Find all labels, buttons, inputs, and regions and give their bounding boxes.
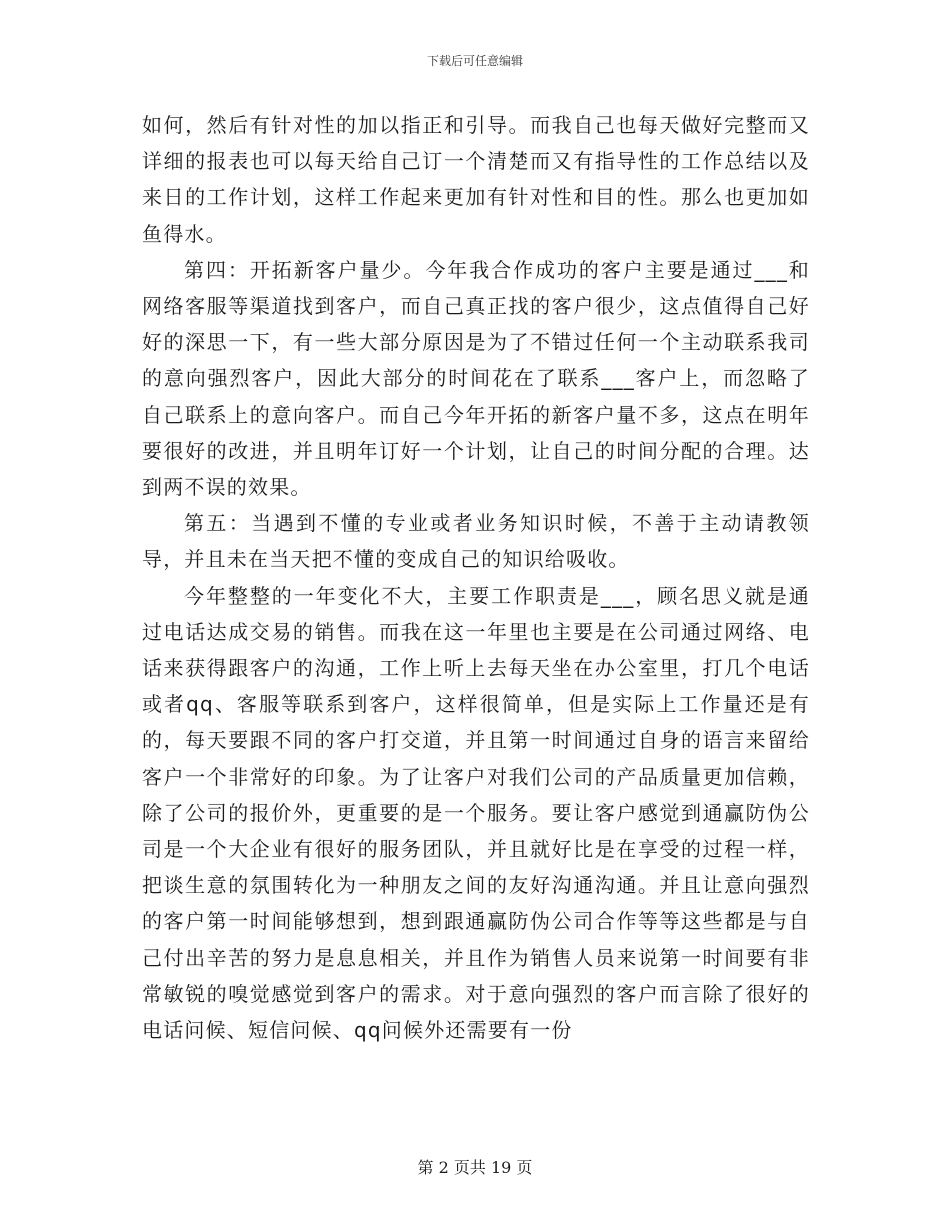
page-header: 下载后可任意编辑 <box>426 54 523 68</box>
page-number: 第 2 页共 19 页 <box>417 1158 533 1177</box>
document-body <box>142 107 810 1048</box>
paragraph: 第五：当遇到不懂的专业或者业务知识时候，不善于主动请教领导，并且未在当天把不懂的变成自己的知识给吸收。 <box>142 511 810 572</box>
paragraph: 今年整整的一年变化不大，主要工作职责是___，顾名思义就是通过电话达成交易的销售。而我在这一年里也主要是在公司通过网络、电话来获得跟客户的沟通，工作上听上去每天坐在办公室里，打几个电话或者qq、客服等联系到客户，这样很简单，但是实际上工作量还是有的，每天要跟不同的客户打交道，并且第一时间通过自身的语言来留给客户一个非常好的印象。为了让客户对我们公司的产品质量更加信赖，除了公司的报价外，更重要的是一个服务。要让客户感觉到通赢防伪公司是一个大企业有很好的服务团队，并且就好比是在享受的过程一样，把谈生意的氛围转化为一种朋友之间的友好沟通沟通。并且让意向强烈的客户第一时间能够想到，想到跟通赢防伪公司合作等等这些都是与自己付出辛苦的努力是息息相关，并且作为销售人员来说第一时间要有非常敏锐的嗅觉感觉到客户的需求。对于意向强烈的客户而言除了很好的电话问候、短信问候、qq问候外还需要有一份 <box>142 583 810 1043</box>
paragraph: 第四：开拓新客户量少。今年我合作成功的客户主要是通过___和网络客服等渠道找到客户，而自己真正找的客户很少，这点值得自己好好的深思一下，有一些大部分原因是为了不错过任何一个主动联系我司的意向强烈客户，因此大部分的时间花在了联系___客户上，而忽略了自己联系上的意向客户。而自己今年开拓的新客户量不多，这点在明年要很好的改进，并且明年订好一个计划，让自己的时间分配的合理。达到两不误的效果。 <box>142 257 810 500</box>
paragraph: 如何，然后有针对性的加以指正和引导。而我自己也每天做好完整而又详细的报表也可以每天给自己订一个清楚而又有指导性的工作总结以及来日的工作计划，这样工作起来更加有针对性和目的性。那么也更加如鱼得水。 <box>142 113 810 246</box>
